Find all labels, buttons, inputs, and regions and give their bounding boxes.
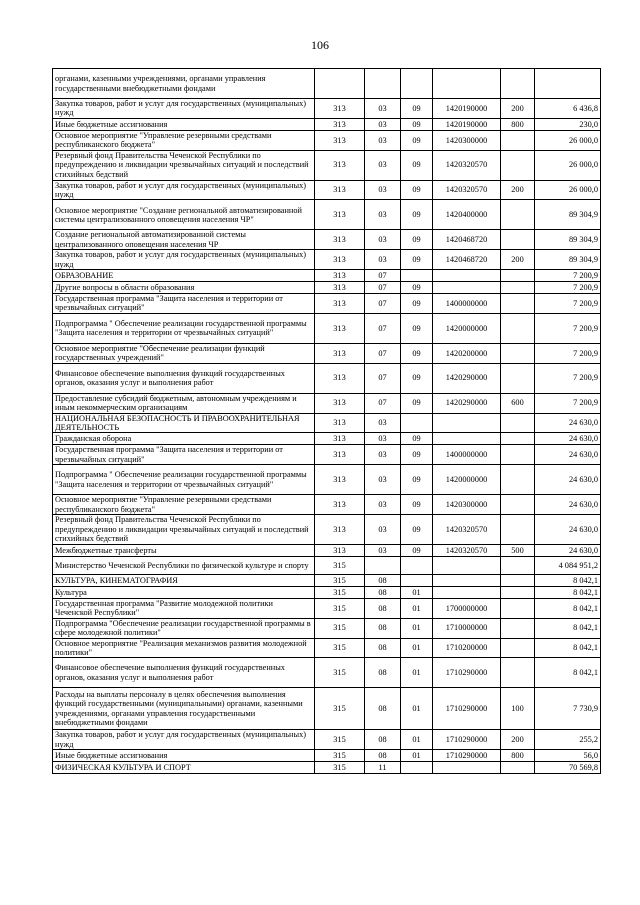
cell-subsection: 09 — [401, 465, 433, 495]
cell-sum: 24 630,0 — [535, 514, 601, 544]
cell-target — [433, 270, 501, 282]
cell-type — [501, 586, 535, 598]
table-row — [53, 363, 601, 393]
cell-type — [501, 598, 535, 618]
cell-target: 1710290000 — [433, 730, 501, 750]
cell-name: Финансовое обеспечение выполнения функций государственных органов, оказания услуг и выполнения работ — [53, 363, 315, 393]
cell-target: 1420468720 — [433, 230, 501, 250]
table-row — [53, 69, 601, 99]
cell-ministry: 315 — [315, 638, 365, 658]
cell-section: 08 — [365, 598, 401, 618]
cell-section: 07 — [365, 270, 401, 282]
cell-sum: 8 042,1 — [535, 638, 601, 658]
cell-name: Создание региональной автоматизированной системы централизованного оповещения населения ЧР — [53, 230, 315, 250]
budget-table — [52, 68, 601, 774]
cell-ministry: 313 — [315, 313, 365, 343]
cell-ministry: 313 — [315, 343, 365, 363]
cell-section: 03 — [365, 433, 401, 445]
cell-sum: 24 630,0 — [535, 544, 601, 556]
table-row — [53, 445, 601, 465]
table-row — [53, 433, 601, 445]
cell-ministry: 313 — [315, 363, 365, 393]
cell-subsection: 01 — [401, 618, 433, 638]
cell-name: Подпрограмма " Обеспечение реализации государственной программы "Защита населения и территории от чрезвычайных ситуаций" — [53, 313, 315, 343]
cell-ministry: 313 — [315, 118, 365, 130]
cell-name: органами, казенными учреждениями, органами управления государственными внебюджетными фондами — [53, 69, 315, 99]
cell-type: 800 — [501, 118, 535, 130]
cell-target: 1420300000 — [433, 495, 501, 515]
cell-section: 07 — [365, 363, 401, 393]
cell-section: 07 — [365, 294, 401, 314]
cell-sum: 8 042,1 — [535, 586, 601, 598]
cell-section: 08 — [365, 574, 401, 586]
cell-sum: 89 304,9 — [535, 250, 601, 270]
cell-type — [501, 433, 535, 445]
table-row — [53, 313, 601, 343]
cell-ministry: 313 — [315, 294, 365, 314]
cell-sum — [535, 69, 601, 99]
cell-ministry: 315 — [315, 688, 365, 730]
cell-type — [501, 762, 535, 774]
cell-target — [433, 69, 501, 99]
table-row — [53, 393, 601, 413]
table-row — [53, 750, 601, 762]
table-row — [53, 638, 601, 658]
cell-name: НАЦИОНАЛЬНАЯ БЕЗОПАСНОСТЬ И ПРАВООХРАНИТЕЛЬНАЯ ДЕЯТЕЛЬНОСТЬ — [53, 413, 315, 433]
cell-section: 03 — [365, 514, 401, 544]
cell-subsection: 09 — [401, 180, 433, 200]
cell-ministry: 315 — [315, 556, 365, 574]
cell-subsection: 09 — [401, 282, 433, 294]
cell-type: 200 — [501, 730, 535, 750]
cell-name: Гражданская оборона — [53, 433, 315, 445]
cell-name: ФИЗИЧЕСКАЯ КУЛЬТУРА И СПОРТ — [53, 762, 315, 774]
table-row — [53, 514, 601, 544]
table-row — [53, 574, 601, 586]
cell-name: Закупка товаров, работ и услуг для государственных (муниципальных) нужд — [53, 250, 315, 270]
cell-section: 08 — [365, 730, 401, 750]
table-row — [53, 465, 601, 495]
page-number: 106 — [311, 38, 329, 52]
cell-section: 03 — [365, 544, 401, 556]
cell-sum: 7 200,9 — [535, 282, 601, 294]
cell-subsection: 09 — [401, 343, 433, 363]
cell-type: 800 — [501, 750, 535, 762]
cell-subsection: 09 — [401, 230, 433, 250]
cell-ministry: 313 — [315, 282, 365, 294]
cell-type — [501, 270, 535, 282]
cell-target: 1710200000 — [433, 638, 501, 658]
cell-target: 1420320570 — [433, 150, 501, 180]
cell-target: 1420400000 — [433, 200, 501, 230]
cell-section: 08 — [365, 618, 401, 638]
cell-target: 1710290000 — [433, 750, 501, 762]
cell-section: 03 — [365, 230, 401, 250]
cell-type — [501, 658, 535, 688]
cell-target — [433, 433, 501, 445]
cell-subsection: 09 — [401, 363, 433, 393]
cell-ministry: 315 — [315, 730, 365, 750]
cell-type — [501, 514, 535, 544]
cell-subsection: 09 — [401, 250, 433, 270]
cell-section: 08 — [365, 750, 401, 762]
table-row — [53, 270, 601, 282]
cell-target: 1420290000 — [433, 363, 501, 393]
cell-subsection — [401, 270, 433, 282]
cell-type — [501, 69, 535, 99]
cell-target: 1710000000 — [433, 618, 501, 638]
cell-target — [433, 282, 501, 294]
cell-subsection: 01 — [401, 638, 433, 658]
cell-ministry: 313 — [315, 180, 365, 200]
cell-section: 03 — [365, 445, 401, 465]
cell-name: Другие вопросы в области образования — [53, 282, 315, 294]
cell-ministry: 315 — [315, 586, 365, 598]
cell-name: Предоставление субсидий бюджетным, автономным учреждениям и иным некоммерческим организациям — [53, 393, 315, 413]
cell-subsection: 01 — [401, 730, 433, 750]
cell-name: Государственная программа "Защита населения и территории от чрезвычайных ситуаций" — [53, 445, 315, 465]
cell-ministry: 315 — [315, 598, 365, 618]
cell-target: 1420468720 — [433, 250, 501, 270]
cell-ministry: 315 — [315, 762, 365, 774]
cell-sum: 24 630,0 — [535, 413, 601, 433]
table-row — [53, 250, 601, 270]
cell-type — [501, 200, 535, 230]
cell-section: 03 — [365, 413, 401, 433]
cell-subsection: 09 — [401, 544, 433, 556]
table-row — [53, 544, 601, 556]
cell-subsection: 09 — [401, 200, 433, 230]
cell-name: Министерство Чеченской Республики по физической культуре и спорту — [53, 556, 315, 574]
cell-sum: 7 200,9 — [535, 313, 601, 343]
cell-ministry: 315 — [315, 658, 365, 688]
cell-type — [501, 574, 535, 586]
cell-subsection: 01 — [401, 598, 433, 618]
cell-section: 03 — [365, 465, 401, 495]
cell-name: Подпрограмма "Обеспечение реализации государственной программы в сфере молодежной политики" — [53, 618, 315, 638]
cell-type — [501, 618, 535, 638]
cell-target — [433, 762, 501, 774]
table-row — [53, 180, 601, 200]
cell-section: 03 — [365, 495, 401, 515]
table-row — [53, 343, 601, 363]
cell-name: Основное мероприятие "Создание региональной автоматизированной системы централизованного оповещения населения ЧР" — [53, 200, 315, 230]
cell-target: 1420200000 — [433, 343, 501, 363]
cell-target: 1420190000 — [433, 99, 501, 119]
cell-type — [501, 150, 535, 180]
cell-ministry: 313 — [315, 465, 365, 495]
cell-subsection — [401, 556, 433, 574]
cell-target: 1420300000 — [433, 130, 501, 150]
cell-sum: 230,0 — [535, 118, 601, 130]
cell-target: 1420320570 — [433, 180, 501, 200]
cell-section: 03 — [365, 180, 401, 200]
cell-ministry: 313 — [315, 413, 365, 433]
cell-name: Культура — [53, 586, 315, 598]
cell-type — [501, 445, 535, 465]
table-row — [53, 130, 601, 150]
table-row — [53, 118, 601, 130]
cell-sum: 8 042,1 — [535, 658, 601, 688]
cell-sum: 26 000,0 — [535, 150, 601, 180]
cell-type — [501, 343, 535, 363]
cell-section: 11 — [365, 762, 401, 774]
cell-section: 08 — [365, 638, 401, 658]
cell-subsection — [401, 413, 433, 433]
table-row — [53, 282, 601, 294]
cell-name: Закупка товаров, работ и услуг для государственных (муниципальных) нужд — [53, 730, 315, 750]
cell-subsection: 09 — [401, 118, 433, 130]
cell-type — [501, 313, 535, 343]
cell-target: 1420320570 — [433, 544, 501, 556]
table-row — [53, 762, 601, 774]
cell-sum: 56,0 — [535, 750, 601, 762]
cell-subsection — [401, 762, 433, 774]
cell-subsection: 01 — [401, 586, 433, 598]
cell-target: 1710290000 — [433, 658, 501, 688]
table-row — [53, 556, 601, 574]
cell-subsection — [401, 574, 433, 586]
cell-sum: 24 630,0 — [535, 433, 601, 445]
cell-ministry: 313 — [315, 393, 365, 413]
cell-target: 1420000000 — [433, 465, 501, 495]
cell-sum: 7 200,9 — [535, 294, 601, 314]
cell-target — [433, 574, 501, 586]
cell-sum: 4 084 951,2 — [535, 556, 601, 574]
cell-ministry: 315 — [315, 618, 365, 638]
cell-sum: 89 304,9 — [535, 230, 601, 250]
table-row — [53, 598, 601, 618]
cell-ministry: 313 — [315, 495, 365, 515]
cell-section: 03 — [365, 150, 401, 180]
cell-section: 03 — [365, 130, 401, 150]
cell-section: 07 — [365, 313, 401, 343]
cell-type: 200 — [501, 180, 535, 200]
cell-section: 03 — [365, 118, 401, 130]
cell-section: 03 — [365, 99, 401, 119]
cell-type — [501, 495, 535, 515]
cell-type — [501, 638, 535, 658]
table-row — [53, 413, 601, 433]
cell-target — [433, 413, 501, 433]
cell-sum: 7 200,9 — [535, 393, 601, 413]
cell-type — [501, 294, 535, 314]
cell-name: Иные бюджетные ассигнования — [53, 118, 315, 130]
cell-subsection — [401, 69, 433, 99]
cell-sum: 6 436,8 — [535, 99, 601, 119]
cell-subsection: 01 — [401, 750, 433, 762]
cell-type — [501, 282, 535, 294]
cell-name: Закупка товаров, работ и услуг для государственных (муниципальных) нужд — [53, 99, 315, 119]
cell-type — [501, 465, 535, 495]
cell-sum: 26 000,0 — [535, 130, 601, 150]
table-row — [53, 688, 601, 730]
cell-sum: 24 630,0 — [535, 495, 601, 515]
cell-name: Государственная программа "Развитие молодежной политики Чеченской Республики" — [53, 598, 315, 618]
cell-section — [365, 69, 401, 99]
cell-subsection: 09 — [401, 313, 433, 343]
cell-sum: 8 042,1 — [535, 618, 601, 638]
cell-sum: 24 630,0 — [535, 465, 601, 495]
cell-type: 600 — [501, 393, 535, 413]
cell-sum: 7 200,9 — [535, 343, 601, 363]
cell-name: Резервный фонд Правительства Чеченской Республики по предупреждению и ликвидации чрезвычайных ситуаций и последствий стихийных бедствий — [53, 514, 315, 544]
cell-sum: 24 630,0 — [535, 445, 601, 465]
cell-section — [365, 556, 401, 574]
cell-target: 1400000000 — [433, 294, 501, 314]
table-row — [53, 294, 601, 314]
cell-name: Основное мероприятие "Управление резервными средствами республиканского бюджета" — [53, 130, 315, 150]
cell-ministry: 313 — [315, 230, 365, 250]
cell-ministry: 315 — [315, 574, 365, 586]
cell-section: 08 — [365, 688, 401, 730]
cell-section: 03 — [365, 250, 401, 270]
cell-subsection: 09 — [401, 433, 433, 445]
cell-name: КУЛЬТУРА, КИНЕМАТОГРАФИЯ — [53, 574, 315, 586]
cell-ministry: 313 — [315, 150, 365, 180]
cell-subsection: 01 — [401, 688, 433, 730]
cell-ministry — [315, 69, 365, 99]
cell-type: 500 — [501, 544, 535, 556]
cell-ministry: 313 — [315, 130, 365, 150]
cell-type — [501, 230, 535, 250]
cell-section: 08 — [365, 658, 401, 688]
table-row — [53, 730, 601, 750]
table-row — [53, 200, 601, 230]
cell-ministry: 313 — [315, 99, 365, 119]
cell-name: Резервный фонд Правительства Чеченской Республики по предупреждению и ликвидации чрезвычайных ситуаций и последствий стихийных бедствий — [53, 150, 315, 180]
cell-target: 1400000000 — [433, 445, 501, 465]
cell-sum: 7 200,9 — [535, 270, 601, 282]
cell-section: 07 — [365, 282, 401, 294]
table-row — [53, 150, 601, 180]
cell-name: Подпрограмма " Обеспечение реализации государственной программы "Защита населения и территории от чрезвычайных ситуаций" — [53, 465, 315, 495]
cell-subsection: 09 — [401, 150, 433, 180]
cell-target: 1420190000 — [433, 118, 501, 130]
cell-ministry: 313 — [315, 544, 365, 556]
cell-target: 1420000000 — [433, 313, 501, 343]
cell-ministry: 315 — [315, 750, 365, 762]
cell-subsection: 09 — [401, 445, 433, 465]
cell-name: Основное мероприятие "Реализация механизмов развития молодежной политики" — [53, 638, 315, 658]
cell-target: 1700000000 — [433, 598, 501, 618]
cell-name: Основное мероприятие "Управление резервными средствами республиканского бюджета" — [53, 495, 315, 515]
cell-subsection: 09 — [401, 393, 433, 413]
cell-subsection: 09 — [401, 514, 433, 544]
cell-subsection: 09 — [401, 495, 433, 515]
cell-type: 200 — [501, 250, 535, 270]
cell-section: 03 — [365, 200, 401, 230]
table-row — [53, 658, 601, 688]
cell-sum: 7 730,9 — [535, 688, 601, 730]
cell-sum: 255,2 — [535, 730, 601, 750]
cell-type — [501, 130, 535, 150]
cell-target: 1420290000 — [433, 393, 501, 413]
cell-name: ОБРАЗОВАНИЕ — [53, 270, 315, 282]
cell-target — [433, 556, 501, 574]
cell-ministry: 313 — [315, 270, 365, 282]
cell-section: 07 — [365, 393, 401, 413]
cell-name: Финансовое обеспечение выполнения функций государственных органов, оказания услуг и выполнения работ — [53, 658, 315, 688]
cell-subsection: 09 — [401, 130, 433, 150]
cell-sum: 8 042,1 — [535, 574, 601, 586]
cell-subsection: 01 — [401, 658, 433, 688]
cell-subsection: 09 — [401, 294, 433, 314]
cell-type — [501, 556, 535, 574]
cell-ministry: 313 — [315, 445, 365, 465]
cell-subsection: 09 — [401, 99, 433, 119]
cell-target: 1420320570 — [433, 514, 501, 544]
cell-sum: 70 569,8 — [535, 762, 601, 774]
cell-type: 100 — [501, 688, 535, 730]
cell-ministry: 313 — [315, 200, 365, 230]
cell-ministry: 313 — [315, 514, 365, 544]
cell-type — [501, 363, 535, 393]
cell-ministry: 313 — [315, 433, 365, 445]
table-row — [53, 586, 601, 598]
table-row — [53, 230, 601, 250]
cell-name: Межбюджетные трансферты — [53, 544, 315, 556]
cell-sum: 89 304,9 — [535, 200, 601, 230]
cell-target: 1710290000 — [433, 688, 501, 730]
cell-target — [433, 586, 501, 598]
cell-section: 08 — [365, 586, 401, 598]
table-row — [53, 618, 601, 638]
cell-name: Государственная программа "Защита населения и территории от чрезвычайных ситуаций" — [53, 294, 315, 314]
cell-sum: 26 000,0 — [535, 180, 601, 200]
cell-sum: 7 200,9 — [535, 363, 601, 393]
cell-name: Закупка товаров, работ и услуг для государственных (муниципальных) нужд — [53, 180, 315, 200]
cell-type: 200 — [501, 99, 535, 119]
cell-type — [501, 413, 535, 433]
table-row — [53, 495, 601, 515]
cell-section: 07 — [365, 343, 401, 363]
cell-name: Основное мероприятие "Обеспечение реализации функций государственных учреждений" — [53, 343, 315, 363]
table-row — [53, 99, 601, 119]
cell-name: Иные бюджетные ассигнования — [53, 750, 315, 762]
cell-name: Расходы на выплаты персоналу в целях обеспечения выполнения функций государственными (муниципальными) органами, казенными учреждениями, органами управления государственными внебюджетными фондами — [53, 688, 315, 730]
cell-ministry: 313 — [315, 250, 365, 270]
cell-sum: 8 042,1 — [535, 598, 601, 618]
